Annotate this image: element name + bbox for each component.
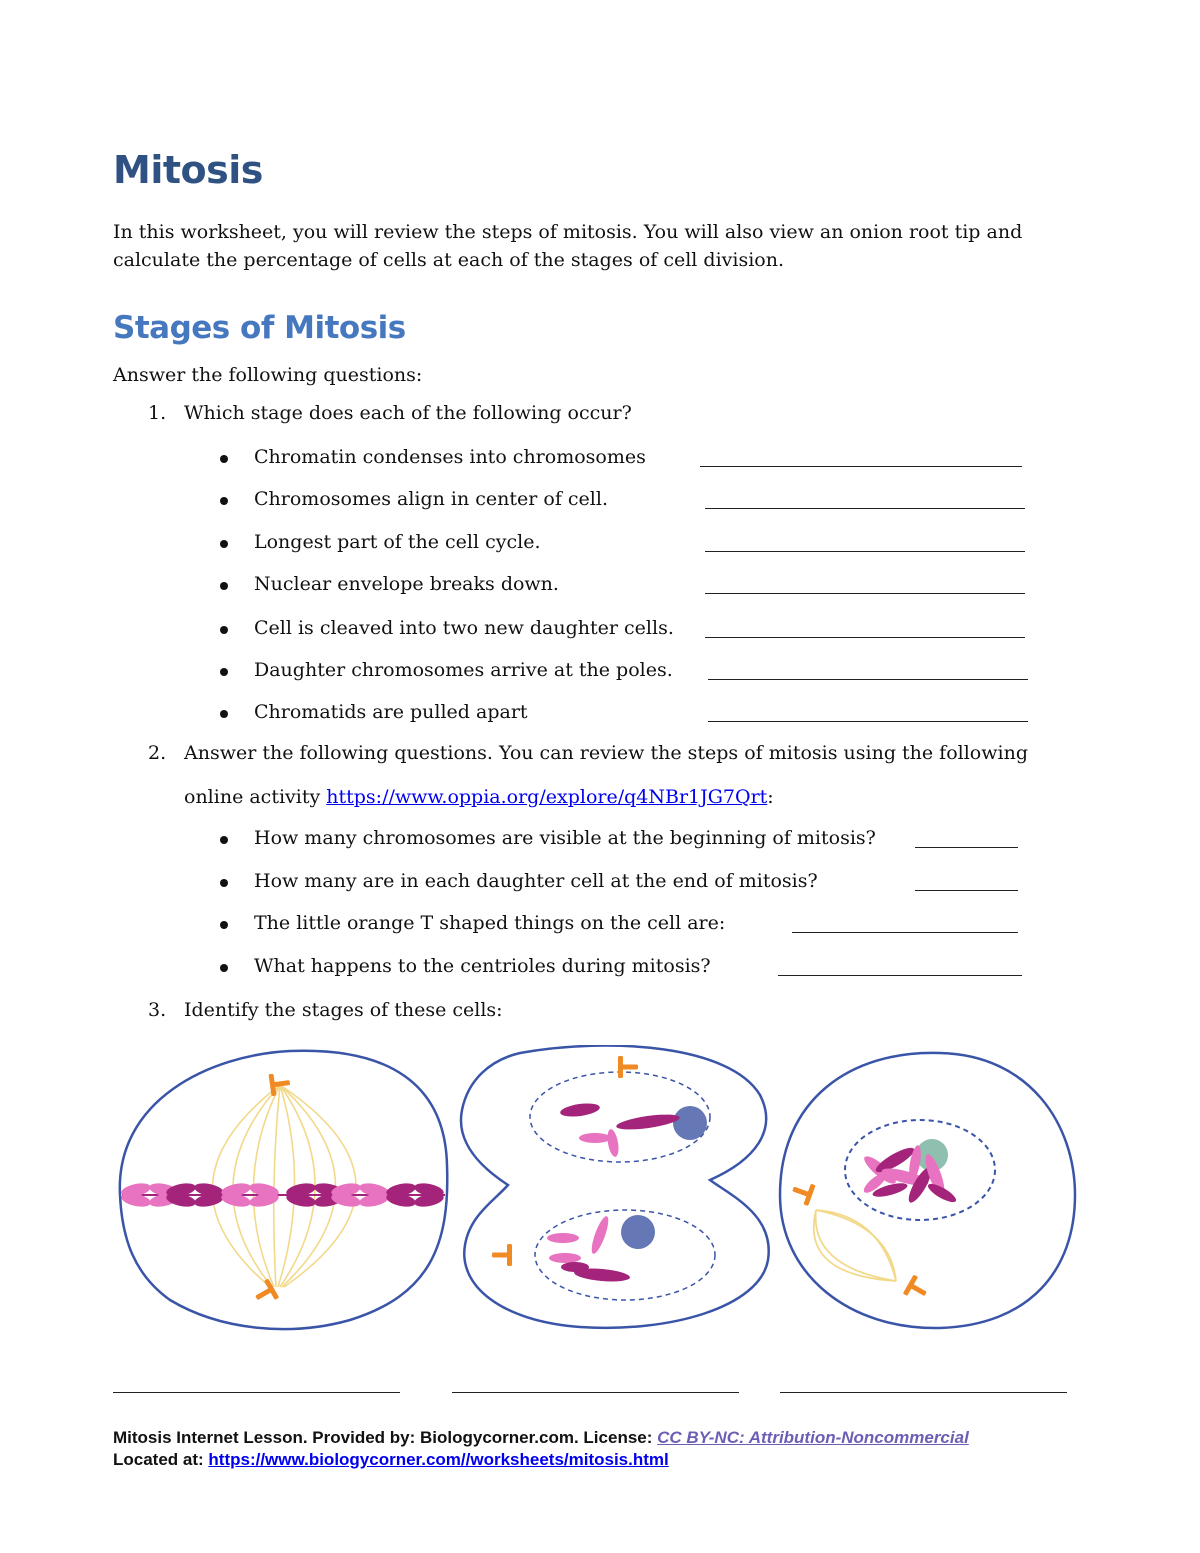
footer-line-2 [113, 1449, 969, 1471]
question-2-continuation [184, 786, 774, 808]
footer [113, 1427, 969, 1471]
bullet-icon [220, 921, 228, 929]
nucleolus [621, 1215, 655, 1249]
cell-membrane [461, 1046, 769, 1328]
source-link[interactable]: https://www.biologycorner.com//worksheets/mitosis.html [208, 1450, 669, 1469]
answer-blank[interactable] [700, 466, 1022, 467]
bullet-icon [220, 668, 228, 676]
bullet-icon [220, 710, 228, 718]
item-text: How many chromosomes are visible at the beginning of mitosis? [254, 827, 876, 849]
answer-blank[interactable] [915, 847, 1018, 848]
question-text: Which stage does each of the following occur? [184, 402, 632, 424]
answer-blank[interactable] [915, 890, 1018, 891]
answer-blank[interactable] [778, 975, 1022, 976]
continuation-suffix: : [767, 786, 774, 808]
item-text: Chromatin condenses into chromosomes [254, 446, 646, 468]
bullet-icon [220, 497, 228, 505]
question-number: 1. [148, 402, 167, 424]
answer-blank[interactable] [780, 1392, 1067, 1393]
bullet-icon [220, 582, 228, 590]
question-text: Answer the following questions. You can review the steps of mitosis using the following [184, 742, 1028, 764]
cell-telophase [461, 1046, 769, 1328]
item-text: Chromatids are pulled apart [254, 701, 528, 723]
item-text: Longest part of the cell cycle. [254, 531, 541, 553]
bullet-icon [220, 879, 228, 887]
item-text: Nuclear envelope breaks down. [254, 573, 559, 595]
list-item [0, 870, 1200, 898]
answer-blank[interactable] [113, 1392, 400, 1393]
list-item [0, 827, 1200, 855]
question-text: Identify the stages of these cells: [184, 999, 503, 1021]
answer-blank[interactable] [705, 551, 1025, 552]
section-heading: Stages of Mitosis [113, 310, 406, 346]
footer-line-1 [113, 1427, 969, 1449]
bullet-icon [220, 455, 228, 463]
intro-paragraph: In this worksheet, you will review the steps of mitosis. You will also view an onion root tip and calculate the percentage of cells at each of the stages of cell division. [113, 221, 1023, 271]
list-item [0, 531, 1200, 559]
footer-credit-text: Mitosis Internet Lesson. Provided by: Biologycorner.com. License: [113, 1428, 658, 1447]
continuation-prefix: online activity [184, 786, 327, 808]
item-text: Cell is cleaved into two new daughter cells. [254, 617, 674, 639]
cell-membrane [780, 1053, 1075, 1328]
item-text: The little orange T shaped things on the cell are: [254, 912, 726, 934]
bullet-icon [220, 626, 228, 634]
lead-text: Answer the following questions: [113, 364, 423, 386]
answer-blank[interactable] [452, 1392, 739, 1393]
list-item [0, 488, 1200, 516]
page-title: Mitosis [113, 148, 263, 192]
item-text: What happens to the centrioles during mitosis? [254, 955, 711, 977]
list-item [0, 955, 1200, 983]
nucleolus [673, 1106, 707, 1140]
bullet-icon [220, 836, 228, 844]
answer-blank[interactable] [705, 508, 1025, 509]
answer-blank[interactable] [705, 637, 1025, 638]
list-item [0, 659, 1200, 687]
list-item [0, 701, 1200, 729]
item-text: How many are in each daughter cell at the end of mitosis? [254, 870, 818, 892]
cell-prophase [780, 1053, 1075, 1328]
footer-location-label: Located at: [113, 1450, 209, 1469]
answer-blank[interactable] [708, 721, 1028, 722]
bullet-icon [220, 964, 228, 972]
list-item [0, 446, 1200, 474]
question-number: 2. [148, 742, 167, 764]
answer-blank[interactable] [792, 932, 1018, 933]
answer-blank[interactable] [705, 593, 1025, 594]
question-number: 3. [148, 999, 167, 1021]
cell-stages-figure [110, 1045, 1085, 1335]
oppia-activity-link[interactable]: https://www.oppia.org/explore/q4NBr1JG7Qrt [326, 786, 768, 808]
list-item [0, 912, 1200, 940]
answer-blank[interactable] [708, 679, 1028, 680]
bullet-icon [220, 540, 228, 548]
list-item [0, 617, 1200, 645]
cell-metaphase [120, 1051, 447, 1329]
list-item [0, 573, 1200, 601]
license-link[interactable]: CC BY-NC: Attribution-Noncommercial [657, 1428, 969, 1447]
item-text: Chromosomes align in center of cell. [254, 488, 608, 510]
item-text: Daughter chromosomes arrive at the poles. [254, 659, 673, 681]
